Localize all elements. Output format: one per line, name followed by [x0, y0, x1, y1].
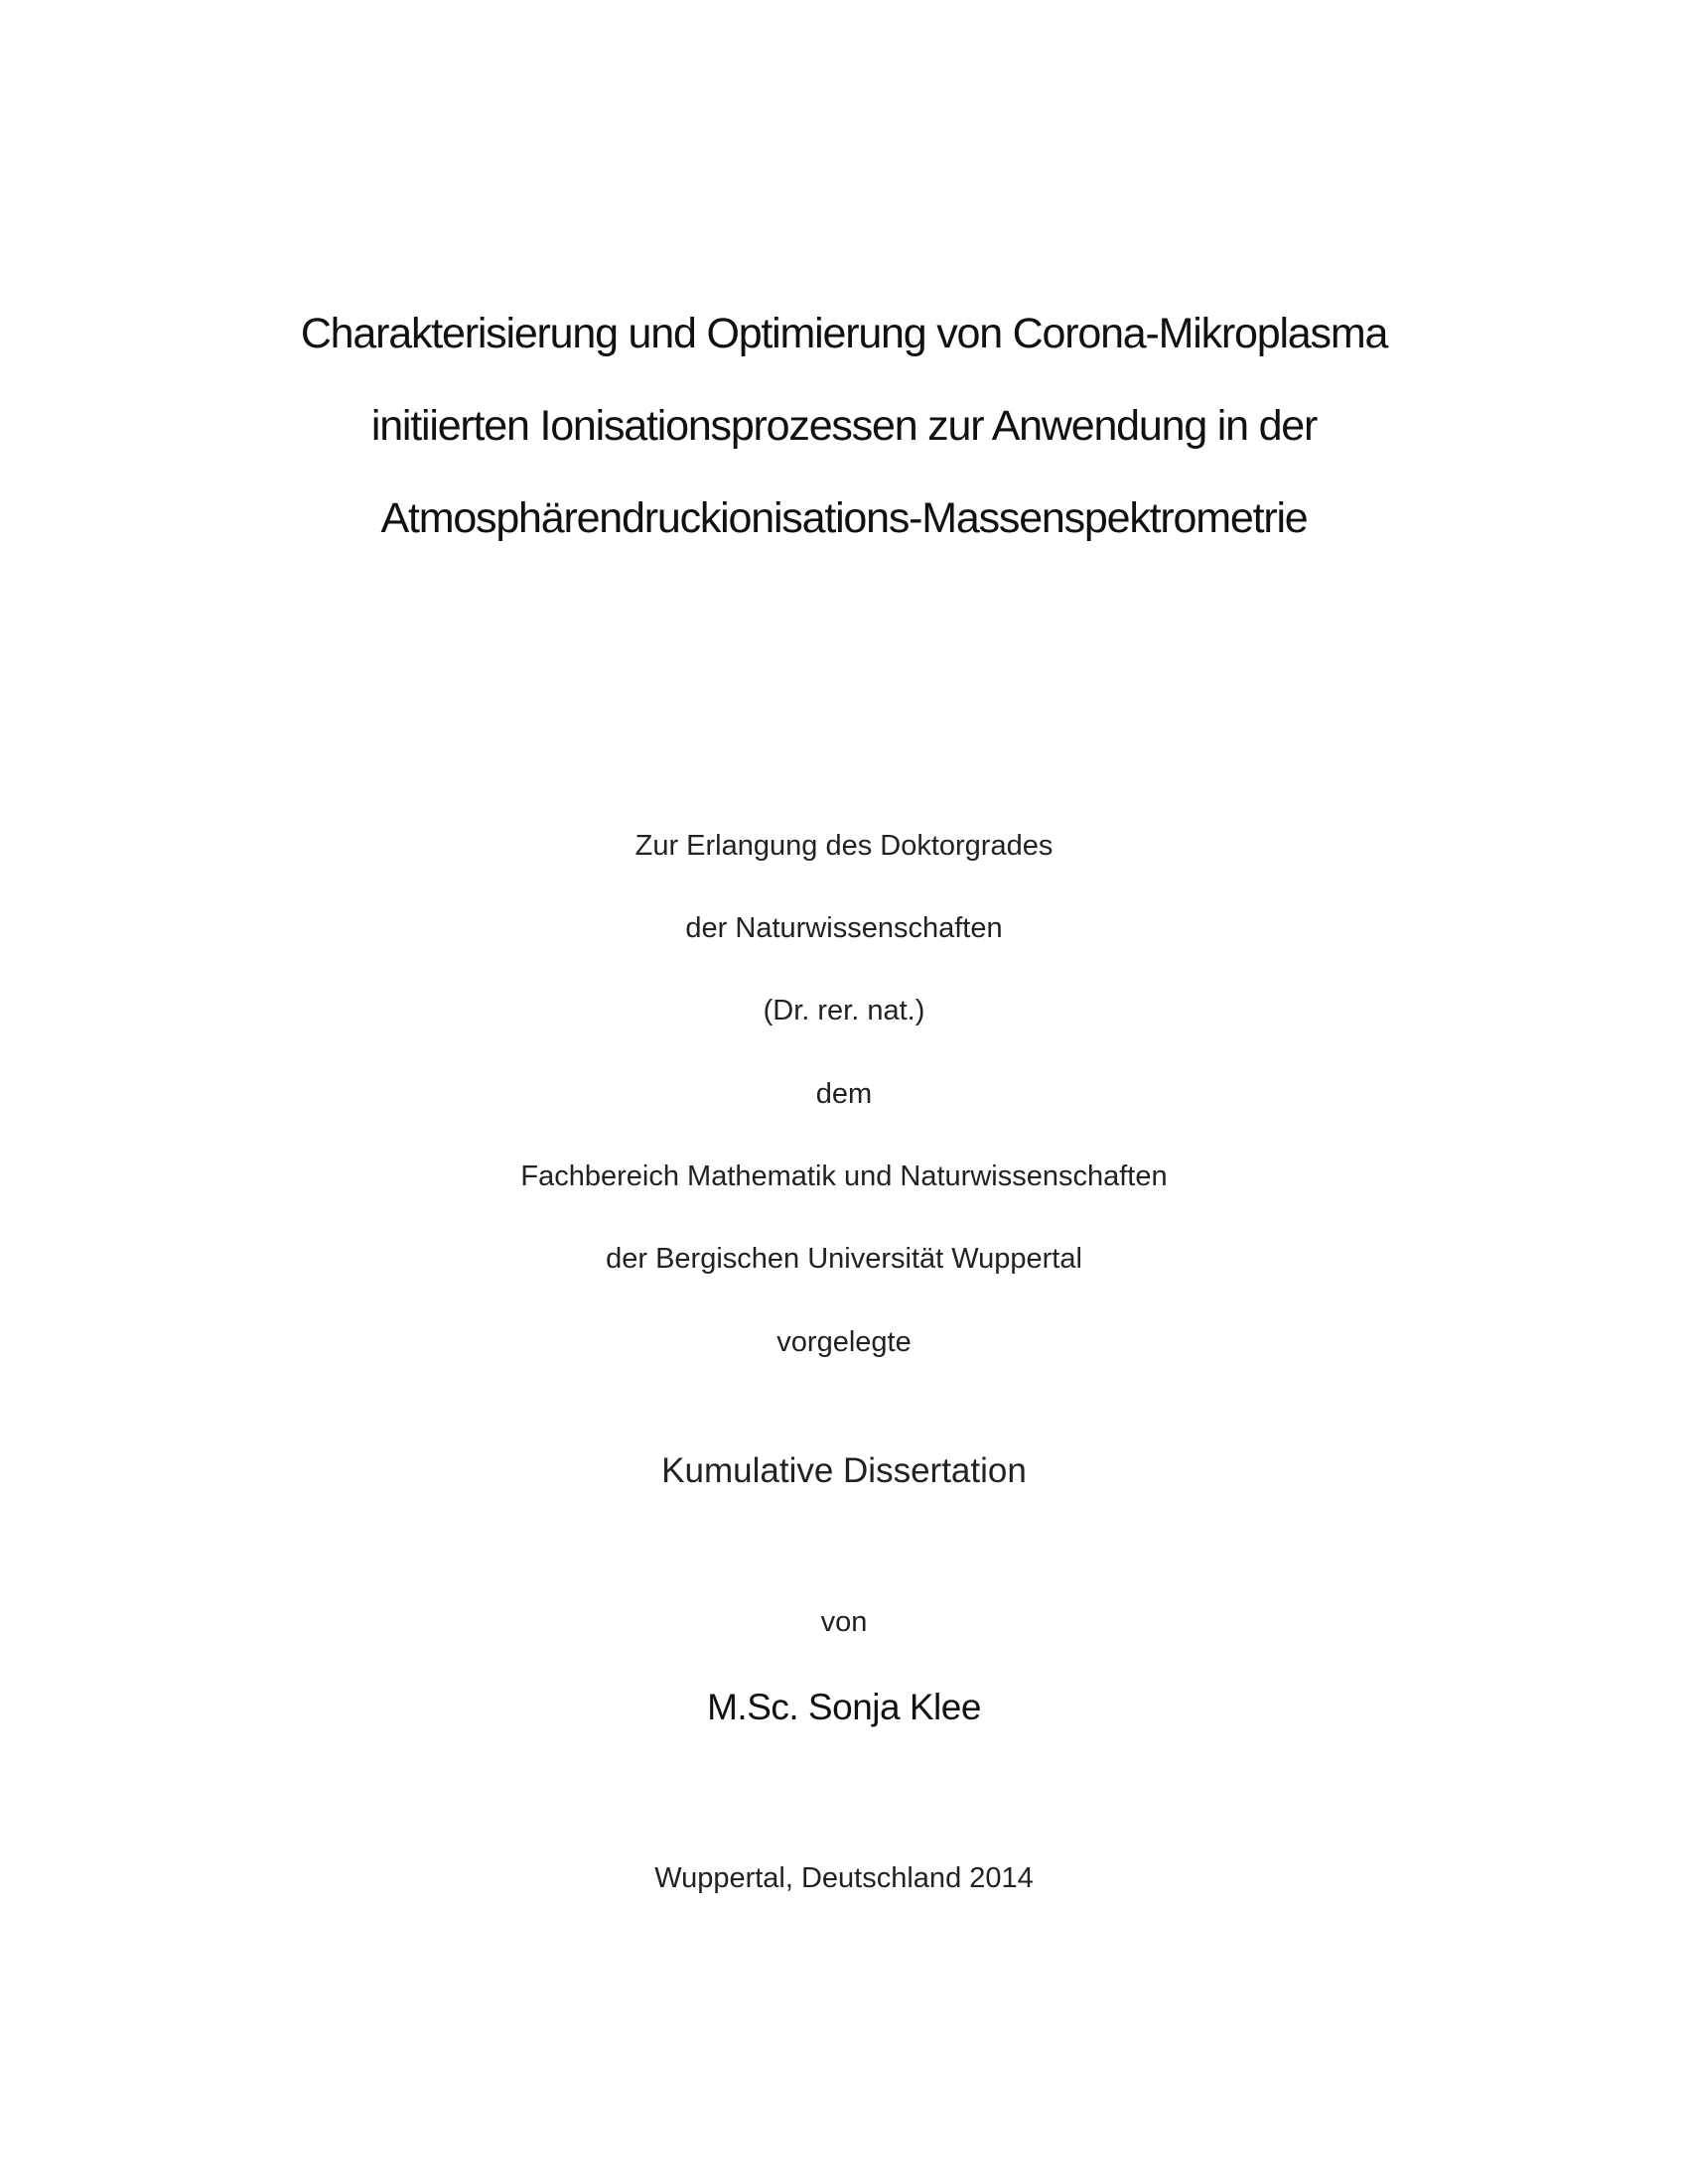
degree-line-4: dem: [815, 1078, 873, 1110]
thesis-title-line-3: Atmosphärendruckionisations-Massenspektrometrie: [380, 494, 1308, 542]
thesis-title-line-2: initiierten Ionisationsprozessen zur Anwendung in der: [370, 402, 1318, 450]
thesis-title-line-1: Charakterisierung und Optimierung von Corona-Mikroplasma: [300, 310, 1388, 357]
degree-line-3: (Dr. rer. nat.): [763, 995, 925, 1026]
author-name: M.Sc. Sonja Klee: [707, 1687, 981, 1727]
degree-line-7: vorgelegte: [776, 1326, 912, 1358]
place-year: Wuppertal, Deutschland 2014: [654, 1862, 1034, 1894]
dissertation-type: Kumulative Dissertation: [661, 1451, 1027, 1490]
degree-line-6: der Bergischen Universität Wuppertal: [606, 1243, 1082, 1275]
by-label: von: [820, 1606, 868, 1638]
degree-line-5: Fachbereich Mathematik und Naturwissenschaften: [520, 1160, 1168, 1192]
degree-line-2: der Naturwissenschaften: [685, 912, 1003, 944]
degree-line-1: Zur Erlangung des Doktorgrades: [634, 830, 1054, 862]
